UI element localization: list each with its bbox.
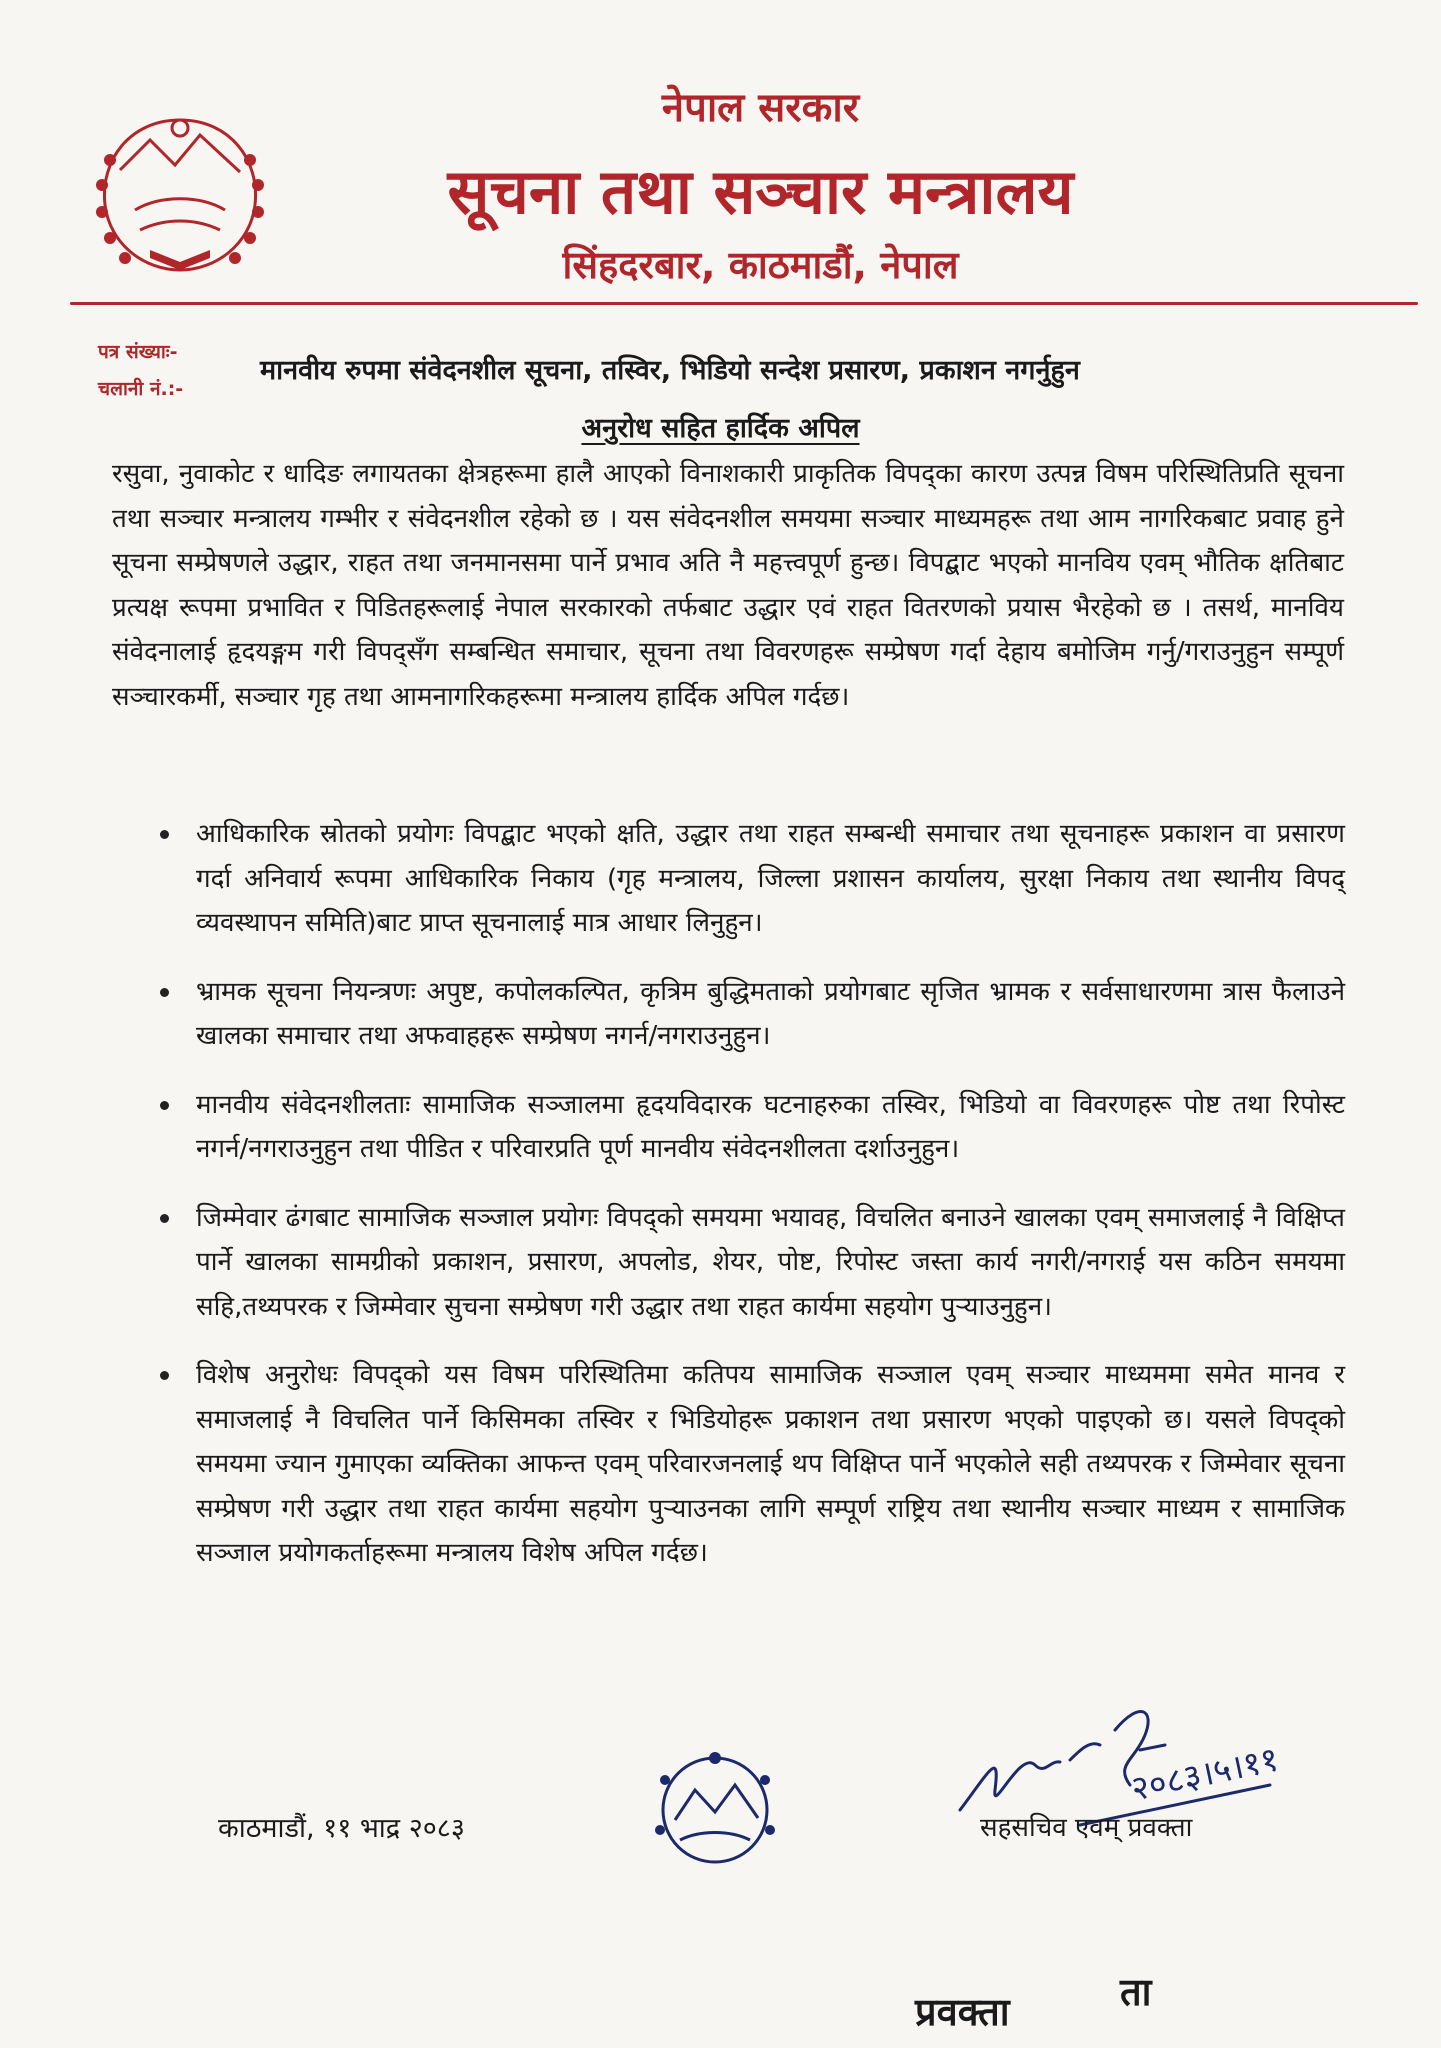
bullet-title: भ्रामक सूचना नियन्त्रणः bbox=[196, 976, 416, 1007]
dispatch-number-label: चलानी नं.:- bbox=[98, 378, 184, 400]
letter-number-label: पत्र संख्याः- bbox=[98, 341, 178, 363]
bullet-title: मानवीय संवेदनशीलताः bbox=[196, 1089, 411, 1120]
ministry-title: सूचना तथा सञ्चार मन्त्रालय bbox=[447, 155, 1074, 228]
letter-subject: मानवीय रुपमा संवेदनशील सूचना, तस्विर, भिडियो सन्देश प्रसारण, प्रकाशन नगर्नुहुन bbox=[260, 355, 1080, 386]
bullet-text: सामाजिक सञ्जालमा हृदयविदारक घटनाहरुका तस्विर, भिडियो वा विवरणहरू पोष्ट तथा रिपोस्ट नगर्न/नगराउनुहुन तथा पीडित र परिवारप्रति पूर्ण मानवीय संवेदनशीलता दर्शाउनुहुन। bbox=[196, 1089, 1345, 1164]
bullet-text: विपद्को समयमा भयावह, विचलित बनाउने खालका एवम् समाजलाई नै विक्षिप्त पार्ने खालका सामग्रीको प्रकाशन, प्रसारण, अपलोड, शेयर, पोष्ट, रिपोस्ट जस्ता कार्य नगरी/नगराई यस कठिन समयमा सहि,तथ्यपरक र जिम्मेवार सुचना सम्प्रेषण गरी उद्धार तथा राहत कार्यमा सहयोग पुऱ्याउनुहुन। bbox=[196, 1202, 1345, 1322]
intro-paragraph: रसुवा, नुवाकोट र धादिङ लगायतका क्षेत्रहरूमा हालै आएको विनाशकारी प्राकृतिक विपद्का कारण उत्पन्न विषम परिस्थितिप्रति सूचना तथा सञ्चार मन्त्रालय गम्भीर र संवेदनशील रहेको छ । यस संवेदनशील समयमा सञ्चार माध्यमहरू तथा आम नागरिकबाट प्रवाह हुने सूचना सम्प्रेषणले उद्धार, राहत तथा जनमानसमा पार्ने प्रभाव अति नै महत्त्वपूर्ण हुन्छ। विपद्बाट भएको मानविय एवम् भौतिक क्षतिबाट प्रत्यक्ष रूपमा प्रभावित र पिडितहरूलाई नेपाल सरकारको तर्फबाट उद्धार एवं राहत वितरणको प्रयास भैरहेको छ । तसर्थ, मानविय संवेदनालाई हृदयङ्गम गरी विपद्सँग सम्बन्धित समाचार, सूचना तथा विवरणहरू सम्प्रेषण गर्दा देहाय बमोजिम गर्नु/गराउनुहुन सम्पूर्ण सञ्चारकर्मी, सञ्चार गृह तथा आमनागरिकहरूमा मन्त्रालय हार्दिक अपिल गर्दछ। bbox=[112, 459, 1344, 712]
letter-subheading bbox=[0, 408, 1441, 445]
list-item bbox=[150, 970, 1345, 1059]
signature-date: २०८३।५।११ bbox=[1127, 1739, 1283, 1810]
bullet-icon bbox=[160, 1371, 169, 1380]
list-item bbox=[150, 1353, 1345, 1576]
stamp-fragment: ता bbox=[1120, 1970, 1152, 2014]
bullet-title: विशेष अनुरोधः bbox=[196, 1360, 338, 1390]
place-date: काठमाडौं, ११ भाद्र २०८३ bbox=[218, 1813, 465, 1844]
bullet-icon bbox=[160, 1101, 169, 1110]
signatory-designation: सहसचिव एवम् प्रवक्ता bbox=[980, 1813, 1193, 1843]
list-item bbox=[150, 1196, 1345, 1330]
appeal-list bbox=[150, 812, 1345, 1600]
bullet-icon bbox=[160, 988, 169, 997]
government-title: नेपाल सरकार bbox=[661, 85, 860, 131]
list-item bbox=[150, 1083, 1345, 1172]
bullet-icon bbox=[160, 1214, 169, 1223]
bullet-title: जिम्मेवार ढंगबाट सामाजिक सञ्जाल प्रयोगः bbox=[196, 1202, 599, 1233]
bullet-text: विपद्को यस विषम परिस्थितिमा कतिपय सामाजिक सञ्जाल एवम् सञ्चार माध्यममा समेत मानव र समाजलाई नै विचलित पार्ने किसिमका तस्विर र भिडियोहरू प्रकाशन तथा प्रसारण भएको पाइएको छ। यसले विपद्को समयमा ज्यान गुमाएका व्यक्तिका आफन्त एवम् परिवारजनलाई थप विक्षिप्त पार्ने भएकोले सही तथ्यपरक र जिम्मेवार सूचना सम्प्रेषण गरी उद्धार तथा राहत कार्यमा सहयोग पुऱ्याउनका लागि सम्पूर्ण राष्ट्रिय तथा स्थानीय सञ्चार माध्यम र सामाजिक सञ्जाल प्रयोगकर्ताहरूमा मन्त्रालय विशेष अपिल गर्दछ। bbox=[196, 1360, 1345, 1568]
subheading-text: अनुरोध सहित हार्दिक अपिल bbox=[581, 413, 860, 444]
bullet-text: अपुष्ट, कपोलकल्पित, कृत्रिम बुद्धिमताको प्रयोगबाट सृजित भ्रामक र सर्वसाधारणमा त्रास फैलाउने खालका समाचार तथा अफवाहहरू सम्प्रेषण नगर्न/नगराउनुहुन। bbox=[196, 976, 1346, 1051]
header-divider bbox=[70, 302, 1418, 305]
bullet-text: विपद्बाट भएको क्षति, उद्धार तथा राहत सम्बन्धी समाचार तथा सूचनाहरू प्रकाशन वा प्रसारण गर्दा अनिवार्य रूपमा आधिकारिक निकाय (गृह मन्त्रालय, जिल्ला प्रशासन कार्यालय, सुरक्षा निकाय तथा स्थानीय विपद् व्यवस्थापन समिति)बाट प्राप्त सूचनालाई मात्र आधार लिनुहुन। bbox=[196, 819, 1345, 938]
ministry-address: सिंहदरबार, काठमाडौं, नेपाल bbox=[562, 243, 959, 287]
bullet-icon bbox=[160, 830, 169, 839]
bullet-title: आधिकारिक स्रोतको प्रयोगः bbox=[196, 819, 454, 849]
spokesperson-stamp: प्रवक्ता bbox=[915, 1990, 1010, 2034]
ministry-seal-icon bbox=[620, 1740, 810, 1940]
list-item bbox=[150, 812, 1345, 946]
